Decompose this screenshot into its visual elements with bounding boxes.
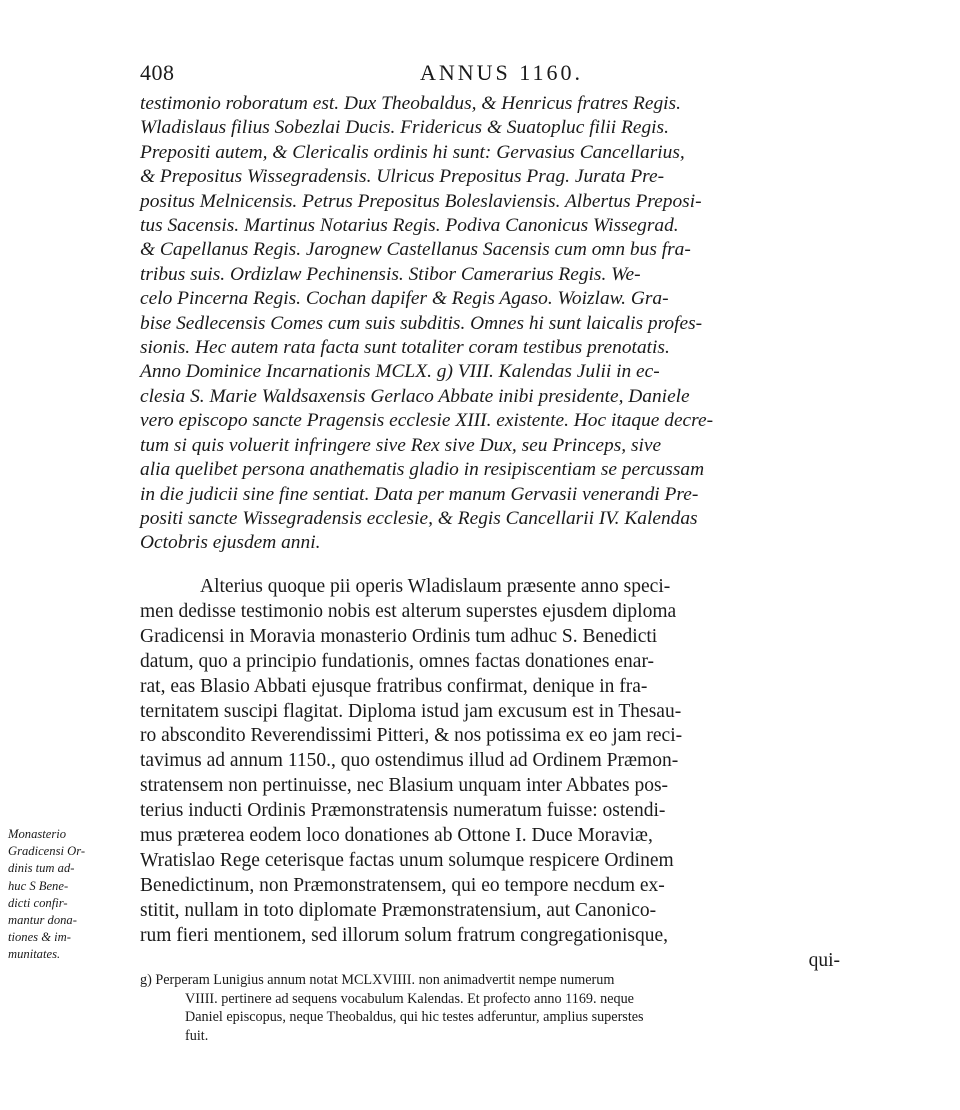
margin-note xyxy=(8,826,132,964)
margin-note-line: dinis tum ad- xyxy=(8,861,75,876)
body-line: mus præterea eodem loco donationes ab Ottone I. Duce Moraviæ, xyxy=(140,825,653,847)
charter-line: bise Sedlecensis Comes cum suis subditis. Omnes hi sunt laicalis profes- xyxy=(140,312,703,334)
body-line: men dedisse testimonio nobis est alterum superstes ejusdem diploma xyxy=(140,600,677,622)
charter-line: Anno Dominice Incarnationis MCLX. g) VIII. Kalendas Julii in ec- xyxy=(140,361,660,383)
charter-line: alia quelibet persona anathematis gladio in resipiscentiam se percussam xyxy=(140,459,705,481)
body-line: rat, eas Blasio Abbati ejusque fratribus confirmat, denique in fra- xyxy=(140,675,648,697)
charter-line: clesia S. Marie Waldsaxensis Gerlaco Abbate inibi presidente, Daniele xyxy=(140,385,690,407)
margin-note-line: tiones & im- xyxy=(8,930,71,945)
charter-line: & Capellanus Regis. Jarognew Castellanus Sacensis cum omn bus fra- xyxy=(140,239,691,261)
body-line: Alterius quoque pii operis Wladislaum præsente anno speci- xyxy=(200,576,671,597)
footnote-line: g) Perperam Lunigius annum notat MCLXVIIII. non animadvertit nempe numerum xyxy=(140,972,615,988)
margin-note-line: huc S Bene- xyxy=(8,878,69,893)
body-line: Benedictinum, non Præmonstratensem, qui eo tempore necdum ex- xyxy=(140,874,665,896)
body-line: datum, quo a principio fundationis, omnes factas donationes enar- xyxy=(140,650,655,672)
charter-line: Wladislaus filius Sobezlai Ducis. Fridericus & Suatopluc filii Regis. xyxy=(140,117,669,139)
body-line: Wratislao Rege ceterisque factas unum solumque respicere Ordinem xyxy=(140,849,674,871)
charter-line: & Prepositus Wissegradensis. Ulricus Prepositus Prag. Jurata Pre- xyxy=(140,166,665,188)
body-line: stitit, nullam in toto diplomate Præmonstratensium, aut Canonico- xyxy=(140,899,657,921)
body-line: tavimus ad annum 1150., quo ostendimus illud ad Ordinem Præmon- xyxy=(140,750,679,772)
body-line: terius inducti Ordinis Præmonstratensis numeratum fuisse: ostendi- xyxy=(140,800,666,822)
margin-note-line: mantur dona- xyxy=(8,913,77,928)
body-line: stratensem non pertinuisse, nec Blasium unquam inter Abbates pos- xyxy=(140,775,669,797)
charter-line: vero episcopo sancte Pragensis ecclesie XIII. existente. Hoc itaque decre- xyxy=(140,410,714,432)
charter-line: testimonio roboratum est. Dux Theobaldus, & Henricus fratres Regis. xyxy=(140,93,681,114)
charter-line: in die judicii sine fine sentiat. Data per manum Gervasii venerandi Pre- xyxy=(140,483,699,505)
charter-line: Octobris ejusdem anni. xyxy=(140,532,321,554)
charter-line: tribus suis. Ordizlaw Pechinensis. Stibor Camerarius Regis. We- xyxy=(140,263,641,285)
charter-line: tus Sacensis. Martinus Notarius Regis. Podiva Canonicus Wissegrad. xyxy=(140,215,679,237)
charter-line: positi sancte Wissegradensis ecclesie, & Regis Cancellarii IV. Kalendas xyxy=(140,507,698,529)
page-header xyxy=(140,60,840,88)
charter-text xyxy=(140,92,840,556)
main-text xyxy=(140,575,840,974)
body-line: ro abscondito Reverendissimi Pitteri, & nos potissima ex eo jam reci- xyxy=(140,725,683,747)
charter-line: positus Melnicensis. Petrus Prepositus Boleslaviensis. Albertus Preposi- xyxy=(140,190,702,212)
page-number: 408 xyxy=(140,60,175,85)
body-line: Gradicensi in Moravia monasterio Ordinis tum adhuc S. Benedicti xyxy=(140,625,658,647)
margin-note-line: Gradicensi Or- xyxy=(8,844,86,859)
charter-line: sionis. Hec autem rata facta sunt totaliter coram testibus prenotatis. xyxy=(140,337,670,359)
charter-line: celo Pincerna Regis. Cochan dapifer & Regis Agaso. Woizlaw. Gra- xyxy=(140,288,669,310)
footnote-line: Daniel episcopus, neque Theobaldus, qui hic testes adferuntur, amplius superstes xyxy=(185,1009,644,1026)
charter-line: tum si quis voluerit infringere sive Rex sive Dux, seu Princeps, sive xyxy=(140,434,662,456)
body-line: rum fieri mentionem, sed illorum solum fratrum congregationisque, xyxy=(140,924,669,946)
body-line: qui- xyxy=(808,949,840,971)
margin-note-line: munitates. xyxy=(8,947,61,962)
margin-note-line: dicti confir- xyxy=(8,895,68,910)
footnote-line: VIIII. pertinere ad sequens vocabulum Kalendas. Et profecto anno 1169. neque xyxy=(185,990,634,1007)
footnote xyxy=(140,971,860,1045)
body-line: ternitatem suscipi flagitat. Diploma istud jam excusum est in Thesau- xyxy=(140,700,682,722)
footnote-line: fuit. xyxy=(185,1027,209,1044)
charter-line: Prepositi autem, & Clericalis ordinis hi sunt: Gervasius Cancellarius, xyxy=(140,141,685,163)
running-title: ANNUS 1160. xyxy=(420,60,583,85)
margin-note-line: Monasterio xyxy=(8,827,67,841)
